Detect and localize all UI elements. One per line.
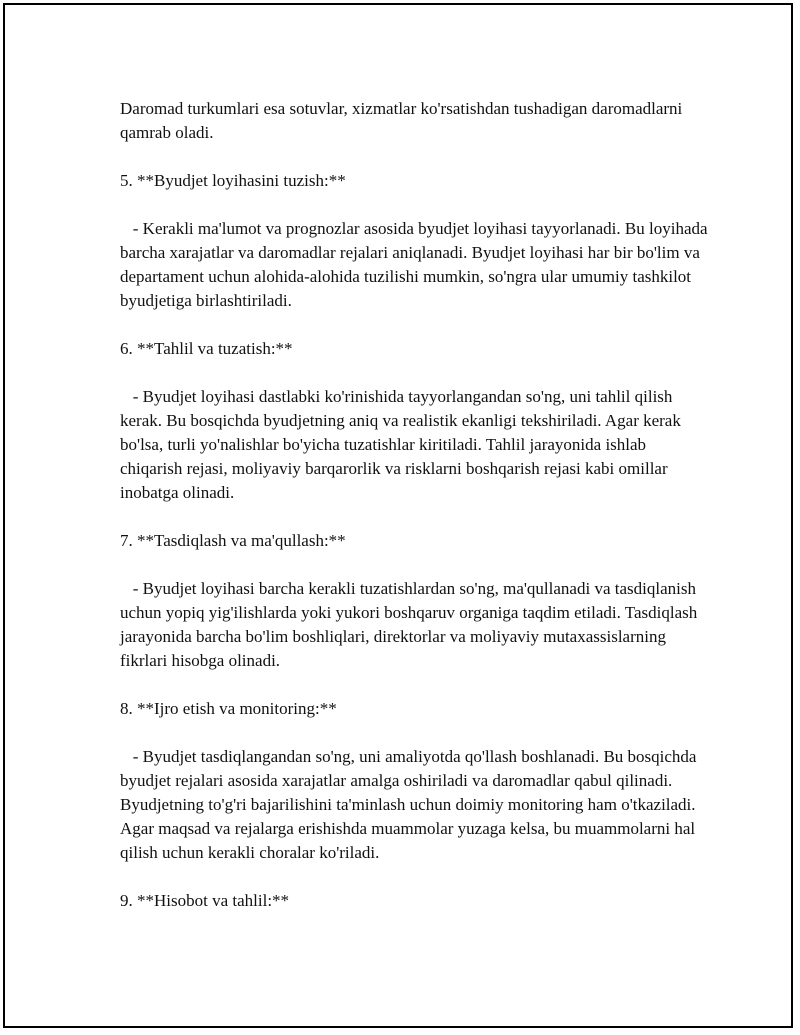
document-body bbox=[120, 97, 710, 937]
section-heading-5: 5. **Byudjet loyihasini tuzish:** bbox=[120, 171, 346, 190]
section-heading-9: 9. **Hisobot va tahlil:** bbox=[120, 891, 290, 910]
document-page bbox=[3, 3, 793, 1028]
section-heading-8: 8. **Ijro etish va monitoring:** bbox=[120, 699, 337, 718]
paragraph-section-8: - Byudjet tasdiqlangandan so'ng, uni amaliyotda qo'llash boshlanadi. Bu bosqichda byudjet rejalari asosida xarajatlar amalga oshiriladi va daromadlar qabul qilinadi. Byudjetning to'g'ri bajarilishini ta'minlash uchun doimiy monitoring ham o'tkaziladi. Agar maqsad va rejalarga erishishda muammolar yuzaga kelsa, bu muammolarni hal qilish uchun kerakli choralar ko'riladi. bbox=[120, 747, 701, 862]
paragraph-section-7: - Byudjet loyihasi barcha kerakli tuzatishlardan so'ng, ma'qullanadi va tasdiqlanish uchun yopiq yig'ilishlarda yoki yukori boshqaruv organiga taqdim etiladi. Tasdiqlash jarayonida barcha bo'lim boshliqlari, direktorlar va moliyaviy mutaxassislarning fikrlari hisobga olinadi. bbox=[120, 579, 702, 670]
paragraph-section-5: - Kerakli ma'lumot va prognozlar asosida byudjet loyihasi tayyorlanadi. Bu loyihada barcha xarajatlar va daromadlar rejalari aniqlanadi. Byudjet loyihasi har bir bo'lim va departament uchun alohida-alohida tuzilishi mumkin, so'ngra ular umumiy tashkilot byudjetiga birlashtiriladi. bbox=[120, 219, 712, 310]
paragraph-section-6: - Byudjet loyihasi dastlabki ko'rinishida tayyorlangandan so'ng, uni tahlil qilish kerak. Bu bosqichda byudjetning aniq va realistik ekanligi tekshiriladi. Agar kerak bo'lsa, turli yo'nalishlar bo'yicha tuzatishlar kiritiladi. Tahlil jarayonida ishlab chiqarish rejasi, moliyaviy barqarorlik va risklarni boshqarish rejasi kabi omillar inobatga olinadi. bbox=[120, 387, 686, 502]
paragraph-intro: Daromad turkumlari esa sotuvlar, xizmatlar ko'rsatishdan tushadigan daromadlarni qamrab oladi. bbox=[120, 99, 687, 142]
section-heading-6: 6. **Tahlil va tuzatish:** bbox=[120, 339, 293, 358]
section-heading-7: 7. **Tasdiqlash va ma'qullash:** bbox=[120, 531, 346, 550]
